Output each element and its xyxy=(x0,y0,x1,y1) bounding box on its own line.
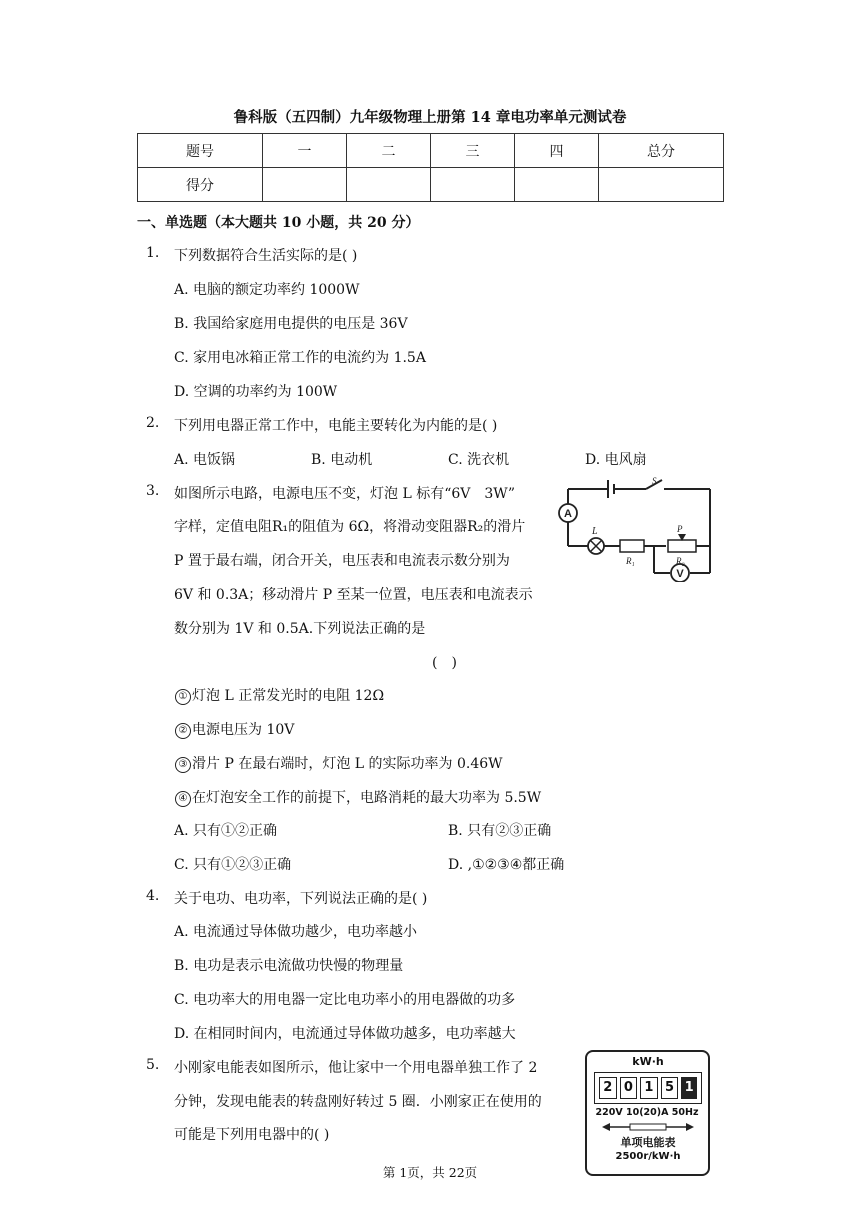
meter-spec: 220V 10(20)A 50Hz xyxy=(595,1107,699,1118)
meter-name: 单项电能表 xyxy=(620,1136,676,1149)
meter-disk-indicator xyxy=(600,1122,696,1132)
question-line: 小刚家电能表如图所示，他让家中一个用电器单独工作了 2 xyxy=(174,1060,538,1076)
question-number: 3. xyxy=(146,483,160,499)
question-number: 5. xyxy=(146,1057,160,1073)
option-d: D. ,①②③④都正确 xyxy=(448,857,565,873)
question-stem: 下列数据符合生活实际的是( ) xyxy=(174,248,358,264)
question-number: 2. xyxy=(146,415,160,431)
table-cell: 三 xyxy=(431,134,515,168)
score-cell[interactable] xyxy=(515,168,599,202)
answer-paren: ( ) xyxy=(432,655,457,671)
page-footer: 第 1页，共 22页 xyxy=(382,1165,478,1180)
option-c: C. 洗衣机 xyxy=(448,452,510,468)
question-stem: 关于电功、电功率，下列说法正确的是( ) xyxy=(174,891,428,907)
circled-number: ③ xyxy=(175,757,191,773)
option-a: A. 电流通过导体做功越少，电功率越小 xyxy=(174,924,418,940)
circled-number: ② xyxy=(175,723,191,739)
lamp-label: L xyxy=(592,526,598,537)
question-number: 4. xyxy=(146,888,160,904)
question-line: 分钟，发现电能表的转盘刚好转过 5 圈．小刚家正在使用的 xyxy=(174,1094,542,1110)
option-c: C. 只有①②③正确 xyxy=(174,857,292,873)
meter-digit: 2 xyxy=(599,1077,617,1099)
option-d: D. 空调的功率约为 100W xyxy=(174,384,338,400)
question-line: 如图所示电路，电源电压不变，灯泡 L 标有“6V 3W” xyxy=(174,486,516,502)
question-stem: 下列用电器正常工作中，电能主要转化为内能的是( ) xyxy=(174,418,498,434)
score-cell[interactable] xyxy=(599,168,724,202)
option-d: D. 电风扇 xyxy=(585,452,647,468)
meter-rate: 2500r/kW·h xyxy=(615,1151,681,1162)
circled-number: ① xyxy=(175,689,191,705)
option-d: D. 在相同时间内，电流通过导体做功越多，电功率越大 xyxy=(174,1026,516,1042)
score-cell[interactable] xyxy=(263,168,347,202)
question-number: 1. xyxy=(146,245,160,261)
table-cell: 题号 xyxy=(138,134,263,168)
voltmeter-label: V xyxy=(676,568,684,580)
option-b: B. 电动机 xyxy=(311,452,373,468)
statement: ① 灯泡 L 正常发光时的电阻 12Ω xyxy=(174,685,384,705)
r1-label: R₁ xyxy=(626,556,635,566)
score-table xyxy=(137,133,724,202)
table-row xyxy=(138,168,724,202)
table-cell: 四 xyxy=(515,134,599,168)
option-c: C. 电功率大的用电器一定比电功率小的用电器做的功多 xyxy=(174,992,516,1008)
option-b: B. 只有②③正确 xyxy=(448,823,552,839)
table-cell: 一 xyxy=(263,134,347,168)
rheostat-r2 xyxy=(668,540,696,552)
resistor-r1 xyxy=(620,540,644,552)
ammeter-label: A xyxy=(564,508,572,520)
meter-digit: 5 xyxy=(661,1077,679,1099)
r2-label: R₂ xyxy=(676,556,685,566)
option-a: A. 电饭锅 xyxy=(174,452,236,468)
score-cell[interactable] xyxy=(347,168,431,202)
statement: ③ 滑片 P 在最右端时，灯泡 L 的实际功率为 0.46W xyxy=(174,753,503,773)
table-cell: 二 xyxy=(347,134,431,168)
table-row xyxy=(138,134,724,168)
statement: ② 电源电压为 10V xyxy=(174,719,294,739)
option-a: A. 只有①②正确 xyxy=(174,823,278,839)
statement: ④ 在灯泡安全工作的前提下，电路消耗的最大功率为 5.5W xyxy=(174,787,541,807)
option-c: C. 家用电冰箱正常工作的电流约为 1.5A xyxy=(174,350,426,366)
meter-digit: 0 xyxy=(620,1077,638,1099)
meter-digit: 1 xyxy=(640,1077,658,1099)
question-line: P 置于最右端，闭合开关，电压表和电流表示数分别为 xyxy=(174,553,510,569)
circled-number: ④ xyxy=(175,791,191,807)
meter-digits xyxy=(599,1077,697,1099)
option-b: B. 电功是表示电流做功快慢的物理量 xyxy=(174,958,404,974)
question-line: 字样，定值电阻R₁的阻值为 6Ω，将滑动变阻器R₂的滑片 xyxy=(174,519,526,535)
option-b: B. 我国给家庭用电提供的电压是 36V xyxy=(174,316,408,332)
table-cell: 得分 xyxy=(138,168,263,202)
score-cell[interactable] xyxy=(431,168,515,202)
table-cell: 总分 xyxy=(599,134,724,168)
question-line: 可能是下列用电器中的( ) xyxy=(174,1127,330,1143)
slider-label: P xyxy=(677,524,683,534)
question-line: 数分别为 1V 和 0.5A.下列说法正确的是 xyxy=(174,621,426,637)
page-title: 鲁科版（五四制）九年级物理上册第 14 章电功率单元测试卷 xyxy=(233,109,627,126)
question-line: 6V 和 0.3A；移动滑片 P 至某一位置，电压表和电流表示 xyxy=(174,587,533,603)
section-heading: 一、单选题（本大题共 10 小题，共 20 分） xyxy=(137,215,420,231)
switch-label: S xyxy=(652,476,657,486)
circuit-diagram xyxy=(556,476,716,582)
option-a: A. 电脑的额定功率约 1000W xyxy=(174,282,360,298)
meter-unit: kW·h xyxy=(632,1055,664,1068)
meter-digit-decimal: 1 xyxy=(681,1077,697,1099)
